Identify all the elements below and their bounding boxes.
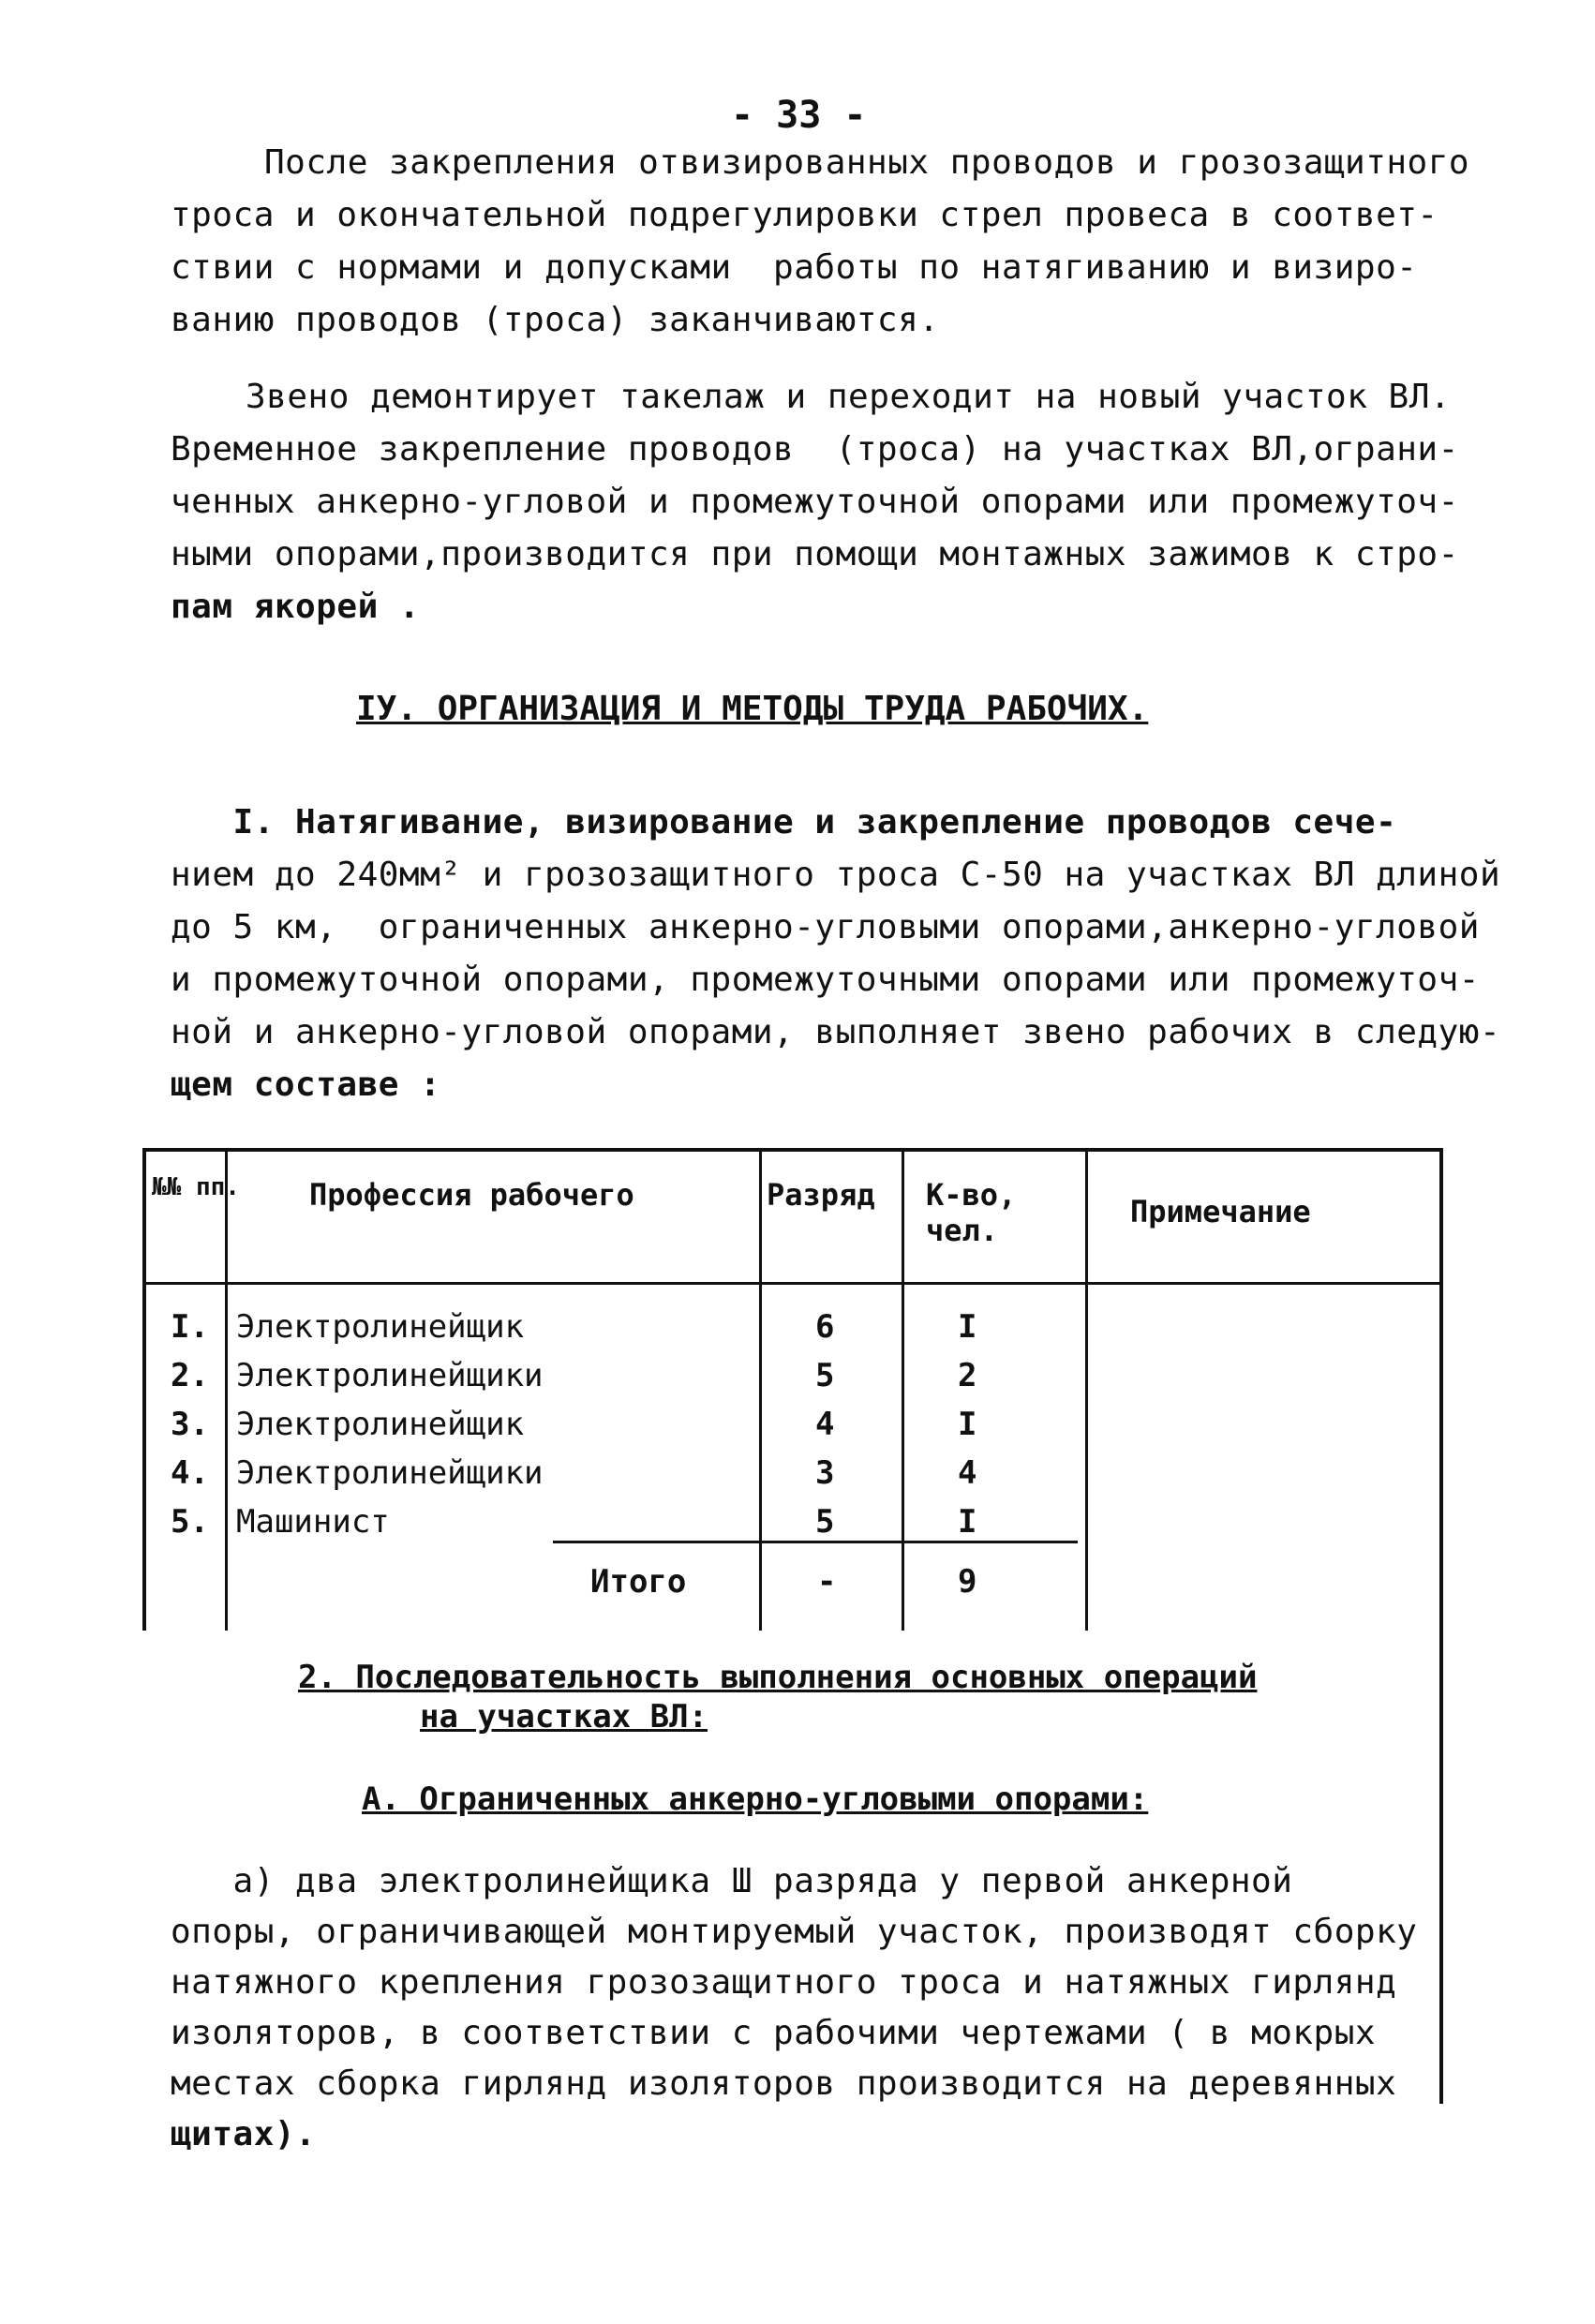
row2-count: 2 [958, 1357, 977, 1394]
row3-profession: Электролинейщик [236, 1406, 525, 1443]
paragraph2-line2: Временное закрепление проводов (троса) на участках ВЛ,ограни- [171, 430, 1459, 469]
paragraph4-line4: изоляторов, в соответствии с рабочими чертежами ( в мокрых [171, 2014, 1377, 2052]
paragraph2-line3: ченных анкерно-угловой и промежуточной опорами или промежуточ- [171, 483, 1459, 521]
total-count: 9 [958, 1563, 977, 1601]
subheading-a: А. Ограниченных анкерно-угловыми опорами: [362, 1780, 1149, 1818]
header-grade: Разряд [767, 1177, 875, 1213]
row4-profession: Электролинейщики [236, 1454, 544, 1492]
paragraph3-line1: I. Натягивание, визирование и закрепление проводов сече- [171, 803, 1397, 842]
page-number: - 33 - [731, 94, 867, 137]
row5-grade: 5 [815, 1503, 835, 1541]
row4-count: 4 [958, 1454, 977, 1492]
paragraph4-line6: щитах). [171, 2115, 317, 2153]
paragraph3-line6: щем составе : [171, 1065, 441, 1104]
row1-profession: Электролинейщик [236, 1308, 525, 1346]
row5-num: 5. [171, 1503, 209, 1541]
row1-num: I. [171, 1308, 209, 1346]
paragraph2-line1: Звено демонтирует такелаж и переходит на новый участок ВЛ. [246, 378, 1452, 416]
row1-count: I [958, 1308, 977, 1346]
paragraph1-line3: ствии с нормами и допусками работы по натягиванию и визиро- [171, 248, 1418, 287]
row1-grade: 6 [815, 1308, 835, 1346]
subheading2-line1: 2. Последовательность выполнения основных операций [298, 1659, 1258, 1696]
paragraph2-line5: пам якорей . [171, 588, 421, 626]
subheading2-line2: на участках ВЛ: [420, 1698, 708, 1736]
paragraph3-line5: ной и анкерно-угловой опорами, выполняет звено рабочих в следую- [171, 1013, 1501, 1051]
header-note: Примечание [1130, 1194, 1311, 1229]
row5-profession: Машинист [236, 1503, 390, 1541]
paragraph4-line5: местах сборка гирлянд изоляторов производится на деревянных [171, 2064, 1397, 2103]
row3-grade: 4 [815, 1406, 835, 1443]
total-grade: - [817, 1563, 837, 1601]
total-label: Итого [590, 1563, 687, 1601]
paragraph1-line4: ванию проводов (троса) заканчиваются. [171, 301, 940, 339]
paragraph4-line3: натяжного крепления грозозащитного троса и натяжных гирлянд [171, 1963, 1397, 2002]
row2-profession: Электролинейщики [236, 1357, 544, 1394]
paragraph4-line2: опоры, ограничивающей монтируемый участок, производят сборку [171, 1913, 1418, 1951]
paragraph3-line4: и промежуточной опорами, промежуточными опорами или промежуточ- [171, 961, 1480, 999]
paragraph4-line1: а) два электролинейщика Ш разряда у первой анкерной [171, 1862, 1293, 1900]
row2-num: 2. [171, 1357, 209, 1394]
section-heading: IУ. ОРГАНИЗАЦИЯ И МЕТОДЫ ТРУДА РАБОЧИХ. [356, 690, 1149, 728]
header-count: К-во, чел. [926, 1177, 1017, 1248]
row4-grade: 3 [815, 1454, 835, 1492]
paragraph1-line2: троса и окончательной подрегулировки стрел провеса в соответ- [171, 196, 1438, 234]
row4-num: 4. [171, 1454, 209, 1492]
header-num: №№ пп. [152, 1173, 240, 1201]
row2-grade: 5 [815, 1357, 835, 1394]
row3-num: 3. [171, 1406, 209, 1443]
paragraph1-line1: После закрепления отвизированных проводов и грозозащитного [264, 143, 1470, 182]
paragraph2-line4: ными опорами,производится при помощи монтажных зажимов к стро- [171, 535, 1459, 574]
row5-count: I [958, 1503, 977, 1541]
paragraph3-line3: до 5 км, ограниченных анкерно-угловыми опорами,анкерно-угловой [171, 908, 1480, 946]
row3-count: I [958, 1406, 977, 1443]
header-profession: Профессия рабочего [309, 1177, 634, 1213]
paragraph3-line2: нием до 240мм² и грозозащитного троса С-50 на участках ВЛ длиной [171, 856, 1501, 894]
